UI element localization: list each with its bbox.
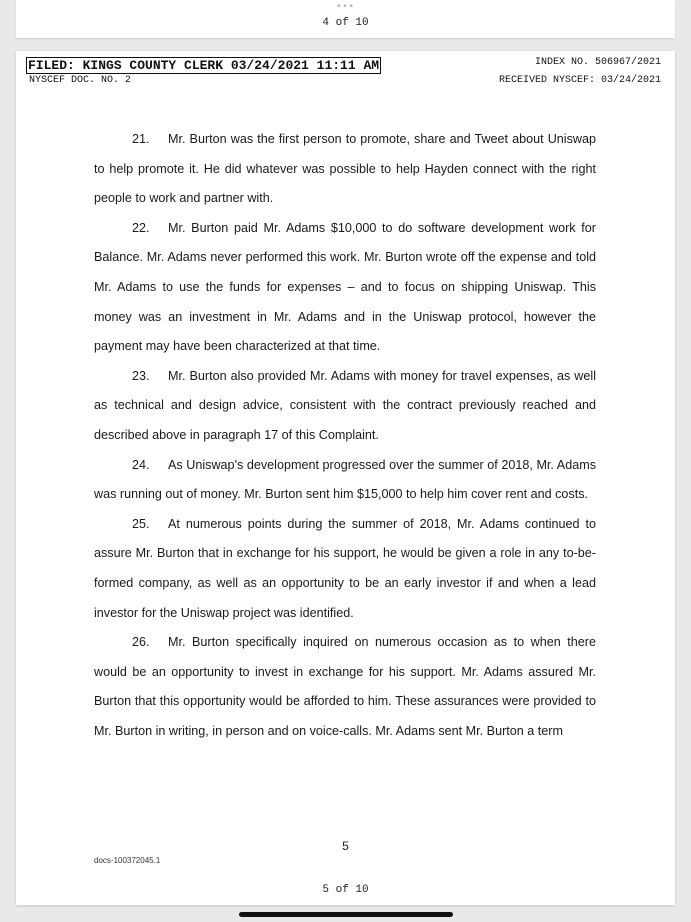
index-number: INDEX NO. 506967/2021: [534, 57, 661, 68]
paragraph-21: [94, 125, 596, 214]
paragraph-25: [94, 510, 596, 628]
paragraph-number: 26.: [132, 635, 150, 650]
home-indicator[interactable]: [239, 912, 453, 917]
paragraph-text: At numerous points during the summer of 2018, Mr. Adams continued to assure Mr. Burton that in exchange for his support, he would be given a role in any to-be-formed company, as well as an opportunity to be an early investor if and when a lead investor for the Uniswap project was identified.: [94, 516, 596, 620]
paragraph-text: Mr. Burton specifically inquired on numerous occasion as to when there would be an opportunity to invest in exchange for his support. Mr. Adams assured Mr. Burton that this opportunity would be afforded to him. These assurances were provided to Mr. Burton in writing, in person and on voice-calls. Mr. Adams sent Mr. Burton a term: [94, 635, 596, 738]
paragraph-number: 25.: [132, 516, 150, 531]
more-options-icon[interactable]: •••: [336, 2, 355, 12]
document-body: [94, 125, 596, 746]
paragraph-26: [94, 628, 596, 746]
page-number: 5: [342, 839, 349, 853]
paragraph-number: 24.: [132, 457, 150, 472]
paragraph-number: 21.: [132, 132, 150, 146]
nyscef-doc-number: NYSCEF DOC. NO. 2: [29, 75, 132, 86]
paragraph-text: Mr. Burton also provided Mr. Adams with money for travel expenses, as well as technical and design advice, consistent with the contract previously reached and described above in paragraph 17 of this Complaint.: [94, 368, 596, 442]
paragraph-23: [94, 362, 596, 451]
paragraph-number: 23.: [132, 368, 150, 383]
paragraph-text: Mr. Burton paid Mr. Adams $10,000 to do software development work for Balance. Mr. Adams never performed this work. Mr. Burton wrote off the expense and told Mr. Adams to use the funds for expenses – and to focus on shipping Uniswap. This money was an investment in Mr. Adams and in the Uniswap protocol, however the payment may have been characterized at that time.: [94, 220, 596, 354]
paragraph-text: Mr. Burton was the first person to promote, share and Tweet about Uniswap to help promote it. He did whatever was possible to help Hayden connect with the right people to work and partner with.: [94, 132, 596, 206]
paragraph-24: [94, 451, 596, 510]
document-page: [16, 51, 675, 905]
prev-page-indicator: 4 of 10: [322, 17, 369, 29]
document-id: docs-100372045.1: [94, 856, 161, 865]
page-indicator: 5 of 10: [322, 884, 369, 896]
paragraph-text: As Uniswap's development progressed over the summer of 2018, Mr. Adams was running out of money. Mr. Burton sent him $15,000 to help him cover rent and costs.: [94, 457, 596, 502]
paragraph-number: 22.: [132, 220, 150, 235]
filed-stamp: FILED: KINGS COUNTY CLERK 03/24/2021 11:11 AM: [28, 58, 380, 73]
received-date: RECEIVED NYSCEF: 03/24/2021: [498, 75, 661, 86]
paragraph-22: [94, 214, 596, 362]
previous-page-bottom: [16, 0, 675, 38]
